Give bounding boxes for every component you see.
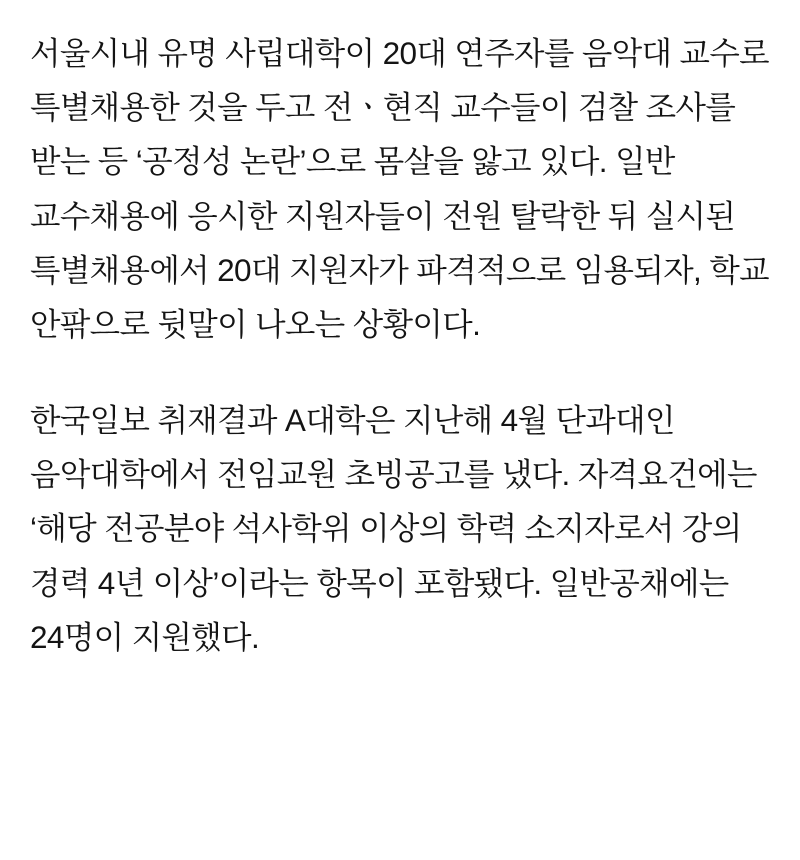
article-paragraph-1: 서울시내 유명 사립대학이 20대 연주자를 음악대 교수로 특별채용한 것을 두고 전ㆍ현직 교수들이 검찰 조사를 받는 등 ‘공정성 논란’으로 몸살을 앓고 있다. 일반 교수채용에 응시한 지원자들이 전원 탈락한 뒤 실시된 특별채용에서 20대 지원자가 파격적으로 임용되자, 학교 안팎으로 뒷말이 나오는 상황이다.: [30, 35, 769, 342]
article-paragraph-2: 한국일보 취재결과 A대학은 지난해 4월 단과대인 음악대학에서 전임교원 초빙공고를 냈다. 자격요건에는 ‘해당 전공분야 석사학위 이상의 학력 소지자로서 강의 경력 4년 이상’이라는 항목이 포함됐다. 일반공채에는 24명이 지원했다.: [30, 402, 757, 655]
